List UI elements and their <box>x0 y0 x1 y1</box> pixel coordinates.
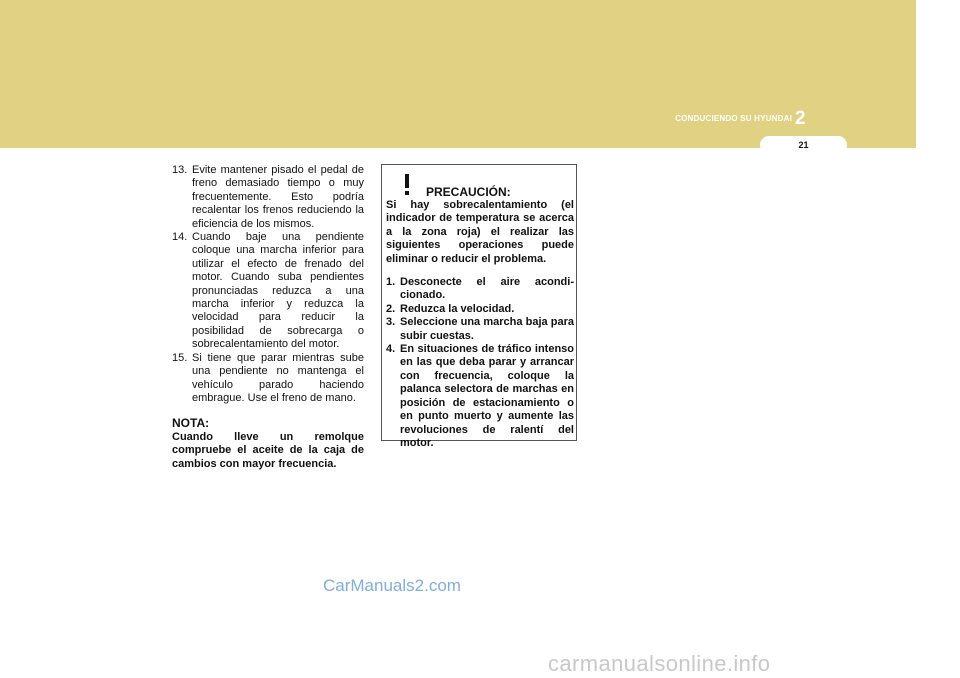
list-item <box>172 164 364 231</box>
item-number: 15. <box>172 351 188 364</box>
item-text: Seleccione una marcha baja para subir cuestas. <box>400 316 574 342</box>
item-text: Si tiene que parar mientras sube una pendiente no mantenga el vehículo parado haciendo embrague. Use el freno de mano. <box>192 351 364 404</box>
caution-intro: Si hay sobrecalentamiento (el indicador de temperatura se acerca a la zona roja) el realizar las siguientes operaciones puede eliminar o reducir el problema. <box>386 199 574 265</box>
list-item <box>172 231 364 352</box>
item-text: Evite mantener pisado el pedal de freno demasiado tiempo o muy frecuentemente. Esto podría recalentar los frenos reduciendo la eficiencia de los mismos. <box>192 164 364 230</box>
chapter-number: 2 <box>795 108 806 129</box>
list-item <box>386 303 574 316</box>
item-text: En situaciones de tráfico intenso en las que deba parar y arrancar con frecuencia, coloque la palanca selectora de marchas en posición de estacionamiento o en punto muerto y aumente las revoluciones de ralentí del motor. <box>400 343 574 449</box>
page-number: 21 <box>798 140 809 150</box>
item-number: 13. <box>172 164 188 176</box>
item-number: 4. <box>386 343 396 356</box>
header-band <box>0 0 916 148</box>
list-item <box>386 276 574 303</box>
item-text: Cuando baje una pendiente coloque una marcha inferior para utilizar el efecto de frenado del motor. Cuando suba pendientes pronunciadas reduzca a una marcha inferior y reduzca la velocidad para reducir la posibilidad de sobrecarga o sobrecalentamiento del motor. <box>192 231 364 351</box>
item-text: Desconecte el aire acondi-cionado. <box>400 276 574 302</box>
list-item <box>172 352 364 406</box>
caution-title: PRECAUCIÓN: <box>426 185 511 199</box>
item-number: 2. <box>386 302 396 315</box>
section-title: CONDUCIENDO SU HYUNDAI <box>675 114 792 123</box>
note-title: NOTA: <box>172 416 210 431</box>
item-text: Reduzca la velocidad. <box>400 302 515 315</box>
item-number: 3. <box>386 316 396 329</box>
caution-list <box>386 276 574 450</box>
item-number: 14. <box>172 231 188 244</box>
list-item <box>386 316 574 343</box>
driving-tips-column <box>172 164 364 472</box>
warning-icon <box>394 171 420 197</box>
item-number: 1. <box>386 276 396 289</box>
carmanuals-watermark[interactable]: CarManuals2.com <box>323 576 461 595</box>
footer-watermark: carmanualsonline.info <box>548 651 771 676</box>
caution-box <box>381 164 577 449</box>
note-body: Cuando lleve un remolque compruebe el aceite de la caja de cambios con mayor frecuencia. <box>172 430 364 470</box>
caution-text <box>386 199 574 450</box>
list-item <box>386 343 574 450</box>
